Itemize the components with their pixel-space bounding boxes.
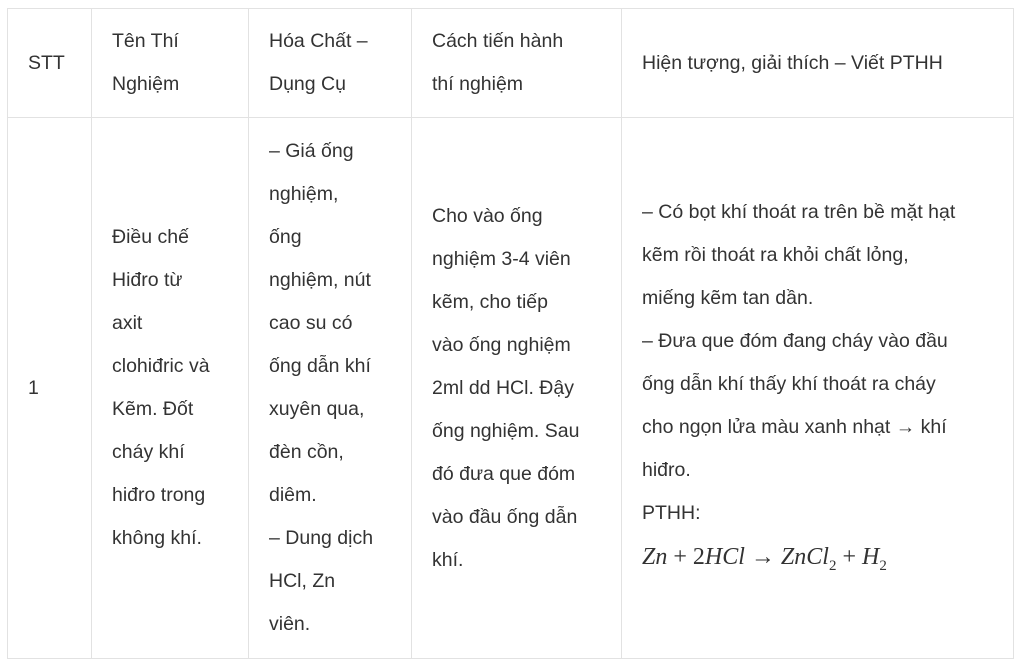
cell-phenomenon: – Có bọt khí thoát ra trên bề mặt hạt kẽm rồi thoát ra khỏi chất lỏng, miếng kẽm tan dần. – Đưa que đóm đang cháy vào đầu ống dẫn khí thấy khí thoát ra cháy cho ngọn lửa màu xanh nhạt → khí hiđro. PTHH: Zn + 2HCl → ZnCl$_2$ + $H_2$ — [622, 118, 1014, 659]
cell-materials: – Giá ống nghiệm, ống nghiệm, nút cao su có ống dẫn khí xuyên qua, đèn cồn, diêm. – Dung dịch HCl, Zn viên. — [249, 118, 412, 659]
header-stt: STT — [8, 9, 92, 118]
header-procedure: Cách tiến hành thí nghiệm — [412, 9, 622, 118]
experiment-table — [7, 8, 1014, 659]
cell-stt: 1 — [8, 118, 92, 659]
cell-procedure: Cho vào ống nghiệm 3-4 viên kẽm, cho tiếp vào ống nghiệm 2ml dd HCl. Đậy ống nghiệm. Sau đó đưa que đóm vào đầu ống dẫn khí. — [412, 118, 622, 659]
header-row — [8, 9, 1014, 118]
header-experiment-name: Tên Thí Nghiệm — [92, 9, 249, 118]
cell-experiment-name: Điều chế Hiđro từ axit clohiđric và Kẽm. Đốt cháy khí hiđro trong không khí. — [92, 118, 249, 659]
header-chemicals-tools: Hóa Chất – Dụng Cụ — [249, 9, 412, 118]
chemical-equation: Zn + 2HCl → ZnCl$_2$ + $H_2$ — [642, 543, 887, 574]
header-phenomenon: Hiện tượng, giải thích – Viết PTHH — [622, 9, 1014, 118]
table-row — [8, 118, 1014, 659]
